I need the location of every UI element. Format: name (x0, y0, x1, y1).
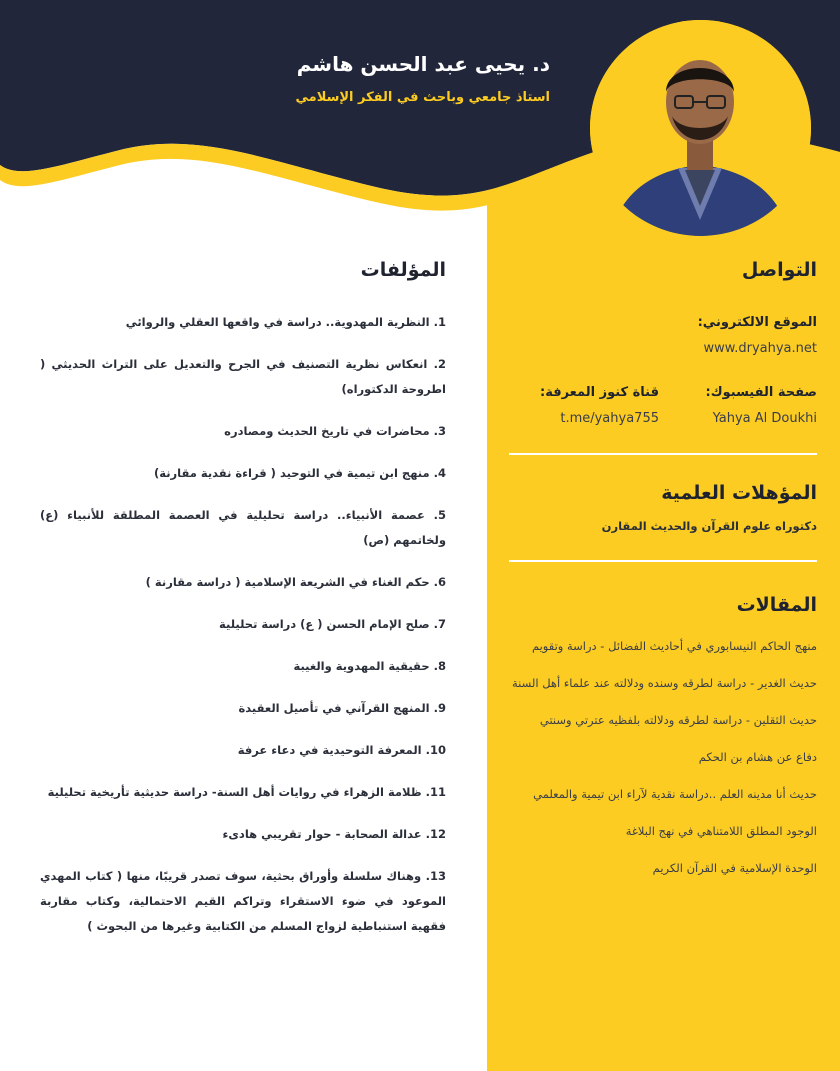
person-name: د. يحيى عبد الحسن هاشم (296, 52, 550, 76)
work-item: 5. عصمة الأنبياء.. دراسة تحليلية في العصمة المطلقة للأنبياء (ع) ولخاتمهم (ص) (40, 508, 446, 547)
article-item: الوحدة الإسلامية في القرآن الكريم (652, 861, 817, 875)
article-item: حديث الغدير - دراسة لطرقه وسنده ودلالته عند علماء أهل السنة (511, 676, 817, 690)
works-list (40, 310, 446, 939)
job-title: استاذ جامعي وباحث في الفكر الإسلامي (295, 90, 550, 105)
work-item: 9. المنهج القرآني في تأصيل العقيدة (238, 701, 446, 715)
facebook-label: صفحة الفيسبوك: (705, 385, 817, 400)
work-item: 1. النظرية المهدوية.. دراسة في واقعها العقلي والروائي (125, 315, 446, 329)
work-item: 11. ظلامة الزهراء في روايات أهل السنة- دراسة حديثية تأريخية تحليلية (47, 785, 446, 799)
qualifications-heading: المؤهلات العلمية (661, 482, 817, 504)
work-item: 3. محاضرات في تاريخ الحديث ومصادره (224, 424, 446, 438)
article-item: الوجود المطلق اللامتناهي في نهج البلاغة (625, 824, 817, 838)
articles-heading: المقالات (736, 594, 817, 616)
work-item: 6. حكم الغناء في الشريعة الإسلامية ( دراسة مقارنة ) (145, 575, 446, 589)
work-item: 7. صلح الإمام الحسن ( ع) دراسة تحليلية (219, 617, 446, 631)
work-item: 10. المعرفة التوحيدية في دعاء عرفة (237, 743, 446, 757)
work-item: 8. حقيقية المهدوية والغيبة (293, 659, 446, 673)
work-item: 12. عدالة الصحابة - حوار تقريبي هادىء (222, 827, 446, 841)
article-item: حديث الثقلين - دراسة لطرقه ودلالته بلفظيه عترتي وسنتي (539, 713, 817, 727)
section-divider (509, 453, 817, 455)
section-divider (509, 560, 817, 562)
right-column (509, 255, 817, 893)
article-item: منهج الحاكم النيسابوري في أحاديث الفضائل - دراسة وتقويم (531, 639, 817, 653)
website-label: الموقع الالكتروني: (697, 315, 817, 330)
article-item: حديث أنا مدينه العلم ..دراسة نقدية لآراء ابن تيمية والمعلمي (533, 787, 817, 801)
article-item: دفاع عن هشام بن الحكم (698, 750, 817, 764)
website-link[interactable]: www.dryahya.net (703, 341, 817, 356)
works-heading: المؤلفات (360, 259, 446, 281)
channel-label: قناة كنوز المعرفة: (540, 385, 659, 400)
articles-list (509, 634, 817, 880)
profile-photo (590, 20, 811, 236)
left-column (40, 255, 446, 956)
qualification-text: دكتوراه علوم القرآن والحديث المقارن (601, 519, 817, 533)
channel-link[interactable]: t.me/yahya755 (560, 411, 659, 426)
facebook-link[interactable]: Yahya Al Doukhi (712, 411, 817, 426)
work-item: 13. وهناك سلسلة وأوراق بحثية، سوف تصدر قريبًا، منها ( كتاب المهدي الموعود في ضوء الاستقراء وتراكم القيم الاحتمالية، وكتاب مقاربة فقهية استنباطية لزواج المسلم من الكتابية وغيرها من البحوث ) (40, 869, 446, 933)
work-item: 2. انعكاس نظرية التصنيف في الجرح والتعديل على التراث الحديثي ( اطروحة الدكتوراه) (40, 357, 446, 396)
work-item: 4. منهج ابن تيمية في التوحيد ( قراءة نقدية مقارنة) (153, 466, 446, 480)
contact-heading: التواصل (741, 259, 817, 281)
